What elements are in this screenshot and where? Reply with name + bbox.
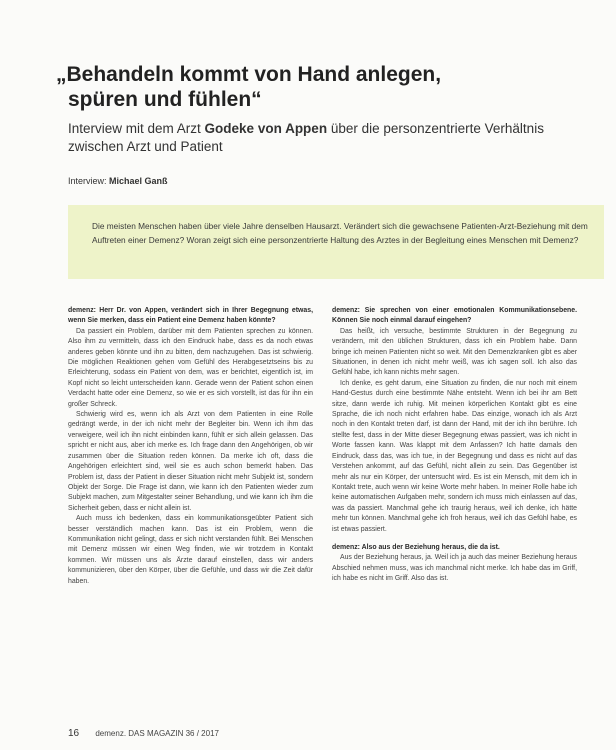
answer-paragraph: Da passiert ein Problem, darüber mit dem Patienten sprechen zu können. Also ihm zu vermitteln, dass ich den Eindruck habe, dass es da noch etwas anderes geben könnte und ihn zu bitten, dem nachzugehen. Das ist schwierig. Die möglichen Reaktionen gehen vom Gefühl des Herabgesetztseins bis zu Erleichterung, sodass ein Patient von dem, was er berichtet, eigentlich ist, im Kopf nicht so leicht unterscheiden kann. Gerade wenn der Patient schon einen Verdacht hatte oder eine Demenz, so wie er es sich vorstellt, ist das für ihn ein großer Schreck. xyxy=(68,327,313,408)
question-1: demenz: Herr Dr. von Appen, verändert sich in Ihrer Begegnung etwas, wenn Sie merken, dass ein Patient eine Demenz haben könnte? xyxy=(68,307,313,325)
question-2: demenz: Sie sprechen von einer emotionalen Kommunikationsebene. Können Sie noch einmal darauf eingehen? xyxy=(332,307,577,325)
answer-paragraph: Ich denke, es geht darum, eine Situation zu finden, die nur noch mit einem Hand-Gestus durch eine bestimmte Nähe entsteht. Wenn ich bei ihr am Bett sitze, dann werde ich ruhig. Mit meinen körperlichen Kontakt gibt es eine Sprache, die ich noch nicht erfahren habe. Das einzige, wonach ich als Arzt noch in den Kontakt treten darf, ist dann der Hand, mit der ich ihn berühre. Ich stellte fest, dass in der Mitte dieser Begegnung etwas passiert, was ich nicht in Worte fassen kann. Was klappt mit dem Anfassen? Ich hatte damals den Eindruck, dass das, was ich tue, in der Begegnung und dass es nicht auf das Verstehen ankommt, auf das Gefühl, nicht allein zu sein. Das Gegenüber ist mehr als nur ein Körper, der untersucht wird. Es ist ein Mensch, mit dem ich in Kontakt trete, auch wenn wir keine Worte mehr haben. In meiner Rolle habe ich keine automatischen Aufgaben mehr, sondern ich muss mich einlassen auf das, was da passiert. Manchmal gehe ich traurig heraus, weil ich denke, ich hätte mehr tun können. Manchmal gehe ich froh heraus, weil ich das Gefühl habe, es ist etwas passiert. xyxy=(332,379,577,533)
journal-name: demenz. DAS MAGAZIN 36 / 2017 xyxy=(95,729,219,738)
teaser-box xyxy=(68,205,604,279)
byline-author: Michael Ganß xyxy=(109,176,168,186)
title-line-1: „Behandeln kommt von Hand anlegen, xyxy=(56,63,442,86)
question-3: demenz: Also aus der Beziehung heraus, die da ist. xyxy=(332,543,500,551)
title-line-2: spüren und fühlen“ xyxy=(68,88,262,111)
subtitle-pre: Interview mit dem Arzt xyxy=(68,121,205,136)
answer-paragraph: Aus der Beziehung heraus, ja. Weil ich ja auch das meiner Beziehung heraus Abschied nehmen muss, was ich manchmal nicht merke. Ich habe das im Griff, ich habe es nicht im Griff. Also das ist. xyxy=(332,554,577,583)
article-title xyxy=(56,62,576,112)
byline-label: Interview: xyxy=(68,176,110,186)
page-footer xyxy=(68,728,219,739)
subtitle-post: über die personzentrierte Verhältnis zwischen Arzt und Patient xyxy=(68,121,544,154)
page-number: 16 xyxy=(68,728,80,739)
answer-paragraph: Das heißt, ich versuche, bestimmte Strukturen in der Begegnung zu verändern, mit den üblichen Strukturen, dass ich ein Problem habe. Dann bringe ich meinen Patienten nicht so weit. Mit den Demenzkranken gibt es aber Situationen, in denen ich nicht mehr weiß, was ich sagen soll. Ich also das Gefühl habe, ich kann nichts mehr sagen. xyxy=(332,327,577,377)
article-subtitle xyxy=(68,120,588,156)
subtitle-interviewee: Godeke von Appen xyxy=(204,121,328,136)
teaser-text: Die meisten Menschen haben über viele Jahre denselben Hausarzt. Verändert sich die gewachsene Patienten-Arzt-Beziehung mit dem Auftreten einer Demenz? Woran zeigt sich eine personzentrierte Haltung des Arztes in der Begleitung eines Menschen mit Demenz? xyxy=(92,221,588,245)
byline xyxy=(68,176,168,186)
right-column xyxy=(332,306,577,585)
left-column xyxy=(68,306,313,587)
answer-paragraph: Schwierig wird es, wenn ich als Arzt von dem Patienten in eine Rolle gedrängt werde, in der ich nicht mehr der Begleiter bin. Wenn ich ihm das verweigere, weil ich ihn nicht einbinden kann, fühlt er sich allein gelassen. Das spricht er nicht aus, aber ich merke es. Ich frage dann den Angehörigen, ob wir zusammen über die Situation reden können. Da merke ich oft, dass die Angehörigen erleichtert sind, weil sie es auch schon bemerkt haben. Das Problem ist, dass der Patient in dieser Situation nicht mehr Subjekt ist, sondern Objekt der Sorge. Die Frage ist dann, wie kann ich den Patienten wieder zum Subjekt machen, zum Mitgestalter seiner Behandlung, und wie kann ich ihm die Sicherheit geben, dass er nicht allein ist. xyxy=(68,411,313,512)
answer-paragraph: Auch muss ich bedenken, dass ein kommunikationsgeübter Patient sich besser verständlich machen kann. Das ist ein Problem, wenn die Kommunikation nicht gelingt, dass er sich nicht verstanden fühlt. Bei Menschen mit Demenz müssen wir einen Weg finden, wie wir trotzdem in Kontakt kommen. Wir müssen uns als Ärzte darauf einstellen, dass wir anders kommunizieren, über den Körper, über die Gefühle, und dass wir die Zeit dafür haben. xyxy=(68,515,313,585)
